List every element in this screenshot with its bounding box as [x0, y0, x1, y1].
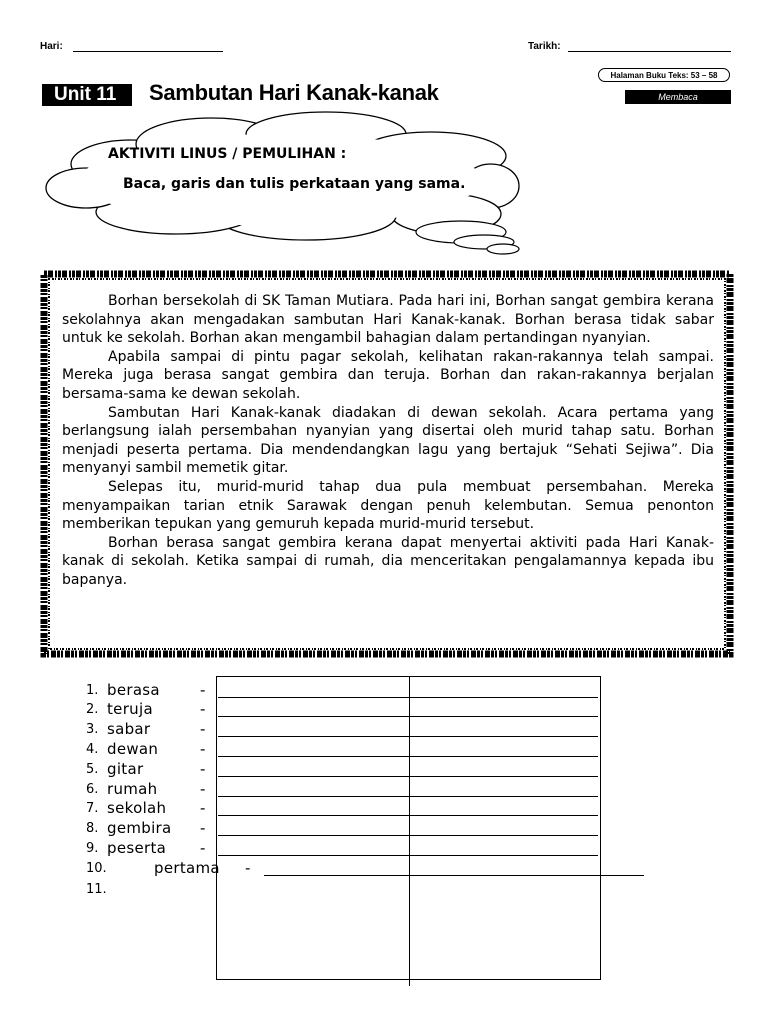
word-number: 2.: [86, 702, 99, 717]
answer-line[interactable]: [218, 855, 598, 856]
word-dash: -: [200, 700, 206, 718]
word-text: teruja: [107, 700, 153, 718]
day-write-line[interactable]: [73, 51, 223, 52]
passage-paragraph: Borhan bersekolah di SK Taman Mutiara. Pada hari ini, Borhan sangat gembira kerana sekolahnya akan mengadakan sambutan Hari Kanak-kanak. Borhan berasa tidak sabar untuk ke sekolah. Borhan akan mengambil bahagian dalam pertandingan nyanyian.: [62, 293, 714, 347]
word-dash: -: [245, 859, 251, 877]
word-text: gembira: [107, 819, 172, 837]
answer-line[interactable]: [218, 697, 598, 698]
answer-line[interactable]: [218, 815, 598, 816]
passage-paragraph: Sambutan Hari Kanak-kanak diadakan di dewan sekolah. Acara pertama yang berlangsung ialah persembahan nyanyian yang disertai oleh murid tahap satu. Borhan menjadi peserta pertama. Dia mendendangkan lagu yang bertajuk “Sehati Sejiwa”. Dia menyanyi sambil memetik gitar.: [62, 404, 714, 477]
answer-line[interactable]: [218, 796, 598, 797]
answer-line[interactable]: [218, 756, 598, 757]
word-number: 7.: [86, 801, 99, 816]
word-number: 1.: [86, 683, 99, 698]
activity-heading: AKTIVITI LINUS / PEMULIHAN :: [108, 146, 347, 162]
word-text: sabar: [107, 720, 151, 738]
word-dash: -: [200, 799, 206, 817]
word-number: 5.: [86, 762, 99, 777]
word-number: 4.: [86, 742, 99, 757]
word-dash: -: [200, 720, 206, 738]
word-dash: -: [200, 780, 206, 798]
word-dash: -: [200, 819, 206, 837]
unit-title: Sambutan Hari Kanak-kanak: [149, 80, 439, 105]
reading-passage: [62, 292, 714, 590]
word-number: 10.: [86, 861, 107, 876]
answer-line[interactable]: [218, 716, 598, 717]
word-number: 11.: [86, 882, 107, 897]
word-text: gitar: [107, 760, 144, 778]
passage-paragraph: Apabila sampai di pintu pagar sekolah, kelihatan rakan-rakannya telah sampai. Mereka juga berasa sangat gembira dan teruja. Borhan dan rakan-rakannya berjalan bersama-sama ke dewan sekolah.: [62, 348, 714, 402]
word-text: berasa: [107, 681, 160, 699]
answer-line[interactable]: [218, 776, 598, 777]
word-text: pertama: [154, 859, 220, 877]
date-label: Tarikh:: [528, 41, 561, 52]
textbook-pages-badge: Halaman Buku Teks: 53 – 58: [598, 68, 730, 82]
answer-line[interactable]: [218, 835, 598, 836]
word-text: sekolah: [107, 799, 167, 817]
day-label: Hari:: [40, 41, 63, 52]
answer-line[interactable]: [264, 875, 644, 876]
word-dash: -: [200, 839, 206, 857]
word-number: 3.: [86, 722, 99, 737]
word-number: 8.: [86, 821, 99, 836]
passage-paragraph: Selepas itu, murid-murid tahap dua pula membuat persembahan. Mereka menyampaikan tarian etnik Sarawak dengan penuh kelembutan. Semua penonton memberikan tepukan yang gemuruh kepada murid-murid tersebut.: [62, 478, 714, 533]
word-text: dewan: [107, 740, 159, 758]
date-write-line[interactable]: [568, 51, 731, 52]
word-text: rumah: [107, 780, 158, 798]
activity-instruction: Baca, garis dan tulis perkataan yang sama.: [123, 176, 466, 192]
word-dash: -: [200, 740, 206, 758]
word-dash: -: [200, 681, 206, 699]
word-dash: -: [200, 760, 206, 778]
word-text: peserta: [107, 839, 167, 857]
skill-label: Membaca: [625, 90, 731, 104]
word-number: 9.: [86, 841, 99, 856]
unit-badge: Unit 11: [42, 84, 132, 106]
passage-paragraph: Borhan berasa sangat gembira kerana dapat menyertai aktiviti pada Hari Kanak-kanak di sekolah. Ketika sampai di rumah, dia menceritakan pengalamannya kepada ibu bapanya.: [62, 534, 714, 588]
answer-line[interactable]: [218, 736, 598, 737]
word-number: 6.: [86, 782, 99, 797]
